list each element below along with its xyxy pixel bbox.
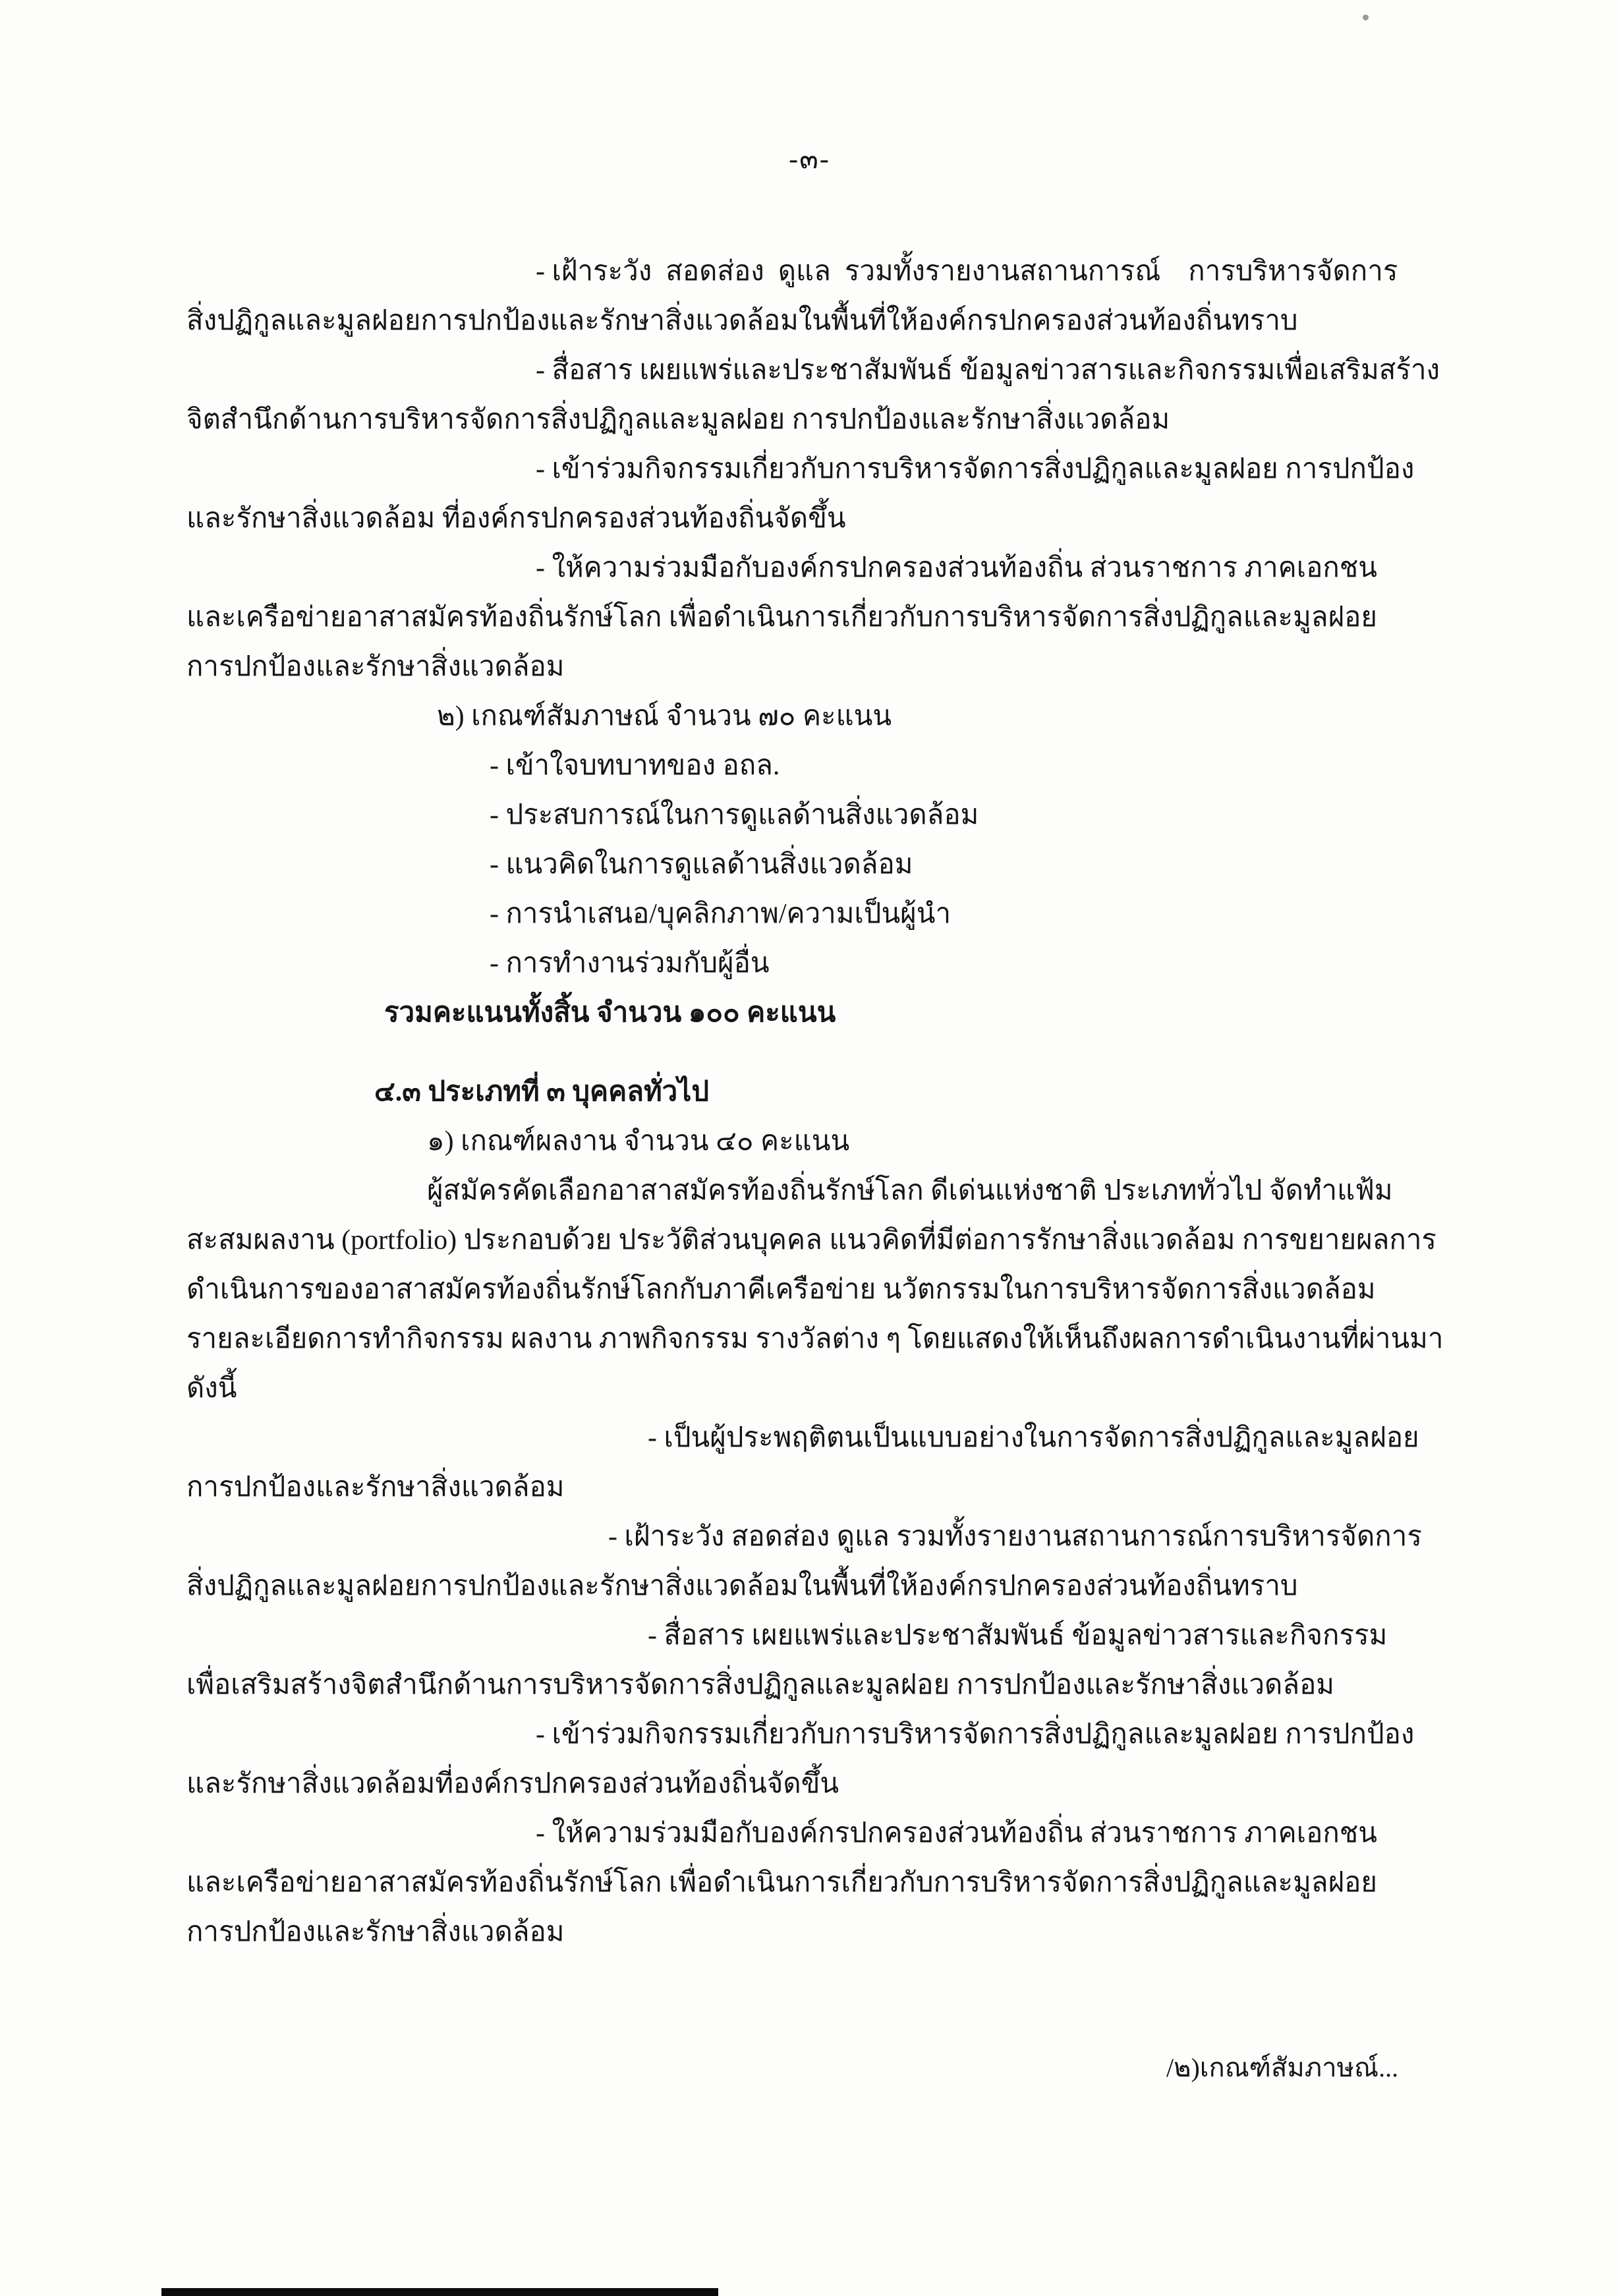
text-line: การปกป้องและรักษาสิ่งแวดล้อม: [186, 652, 565, 682]
text-line: ผู้สมัครคัดเลือกอาสาสมัครท้องถิ่นรักษ์โลก ดีเด่นแห่งชาติ ประเภททั่วไป จัดทำแฟ้ม: [427, 1176, 1393, 1206]
text-line: ดำเนินการของอาสาสมัครท้องถิ่นรักษ์โลกกับภาคีเครือข่าย นวัตกรรมในการบริหารจัดการสิ่งแวดล้อม: [186, 1275, 1376, 1305]
text-line: - เข้าร่วมกิจกรรมเกี่ยวกับการบริหารจัดการสิ่งปฏิกูลและมูลฝอย การปกป้อง: [536, 454, 1415, 484]
section-heading-line: ๑) เกณฑ์ผลงาน จำนวน ๔๐ คะแนน: [427, 1126, 850, 1157]
text-line: สิ่งปฏิกูลและมูลฝอยการปกป้องและรักษาสิ่งแวดล้อมในพื้นที่ให้องค์กรปกครองส่วนท้องถิ่นทราบ: [186, 1571, 1298, 1601]
section-heading-line: ๒) เกณฑ์สัมภาษณ์ จำนวน ๗๐ คะแนน: [437, 701, 892, 732]
text-line: - เฝ้าระวัง สอดส่อง ดูแล รวมทั้งรายงานสถานการณ์ การบริหารจัดการ: [536, 256, 1398, 287]
section-heading-line: ๔.๓ ประเภทที่ ๓ บุคคลทั่วไป: [374, 1077, 710, 1107]
footer-continuation-note: /๒)เกณฑ์สัมภาษณ์...: [1166, 2053, 1399, 2082]
document-body: [0, 247, 1619, 1957]
text-line: - แนวคิดในการดูแลด้านสิ่งแวดล้อม: [490, 849, 913, 880]
text-line: สิ่งปฏิกูลและมูลฝอยการปกป้องและรักษาสิ่งแวดล้อมในพื้นที่ให้องค์กรปกครองส่วนท้องถิ่นทราบ: [186, 306, 1298, 336]
scan-artifact-line: [161, 2288, 718, 2296]
text-line: และเครือข่ายอาสาสมัครท้องถิ่นรักษ์โลก เพื่อดำเนินการเกี่ยวกับการบริหารจัดการสิ่งปฏิกูลและมูลฝอย: [186, 1868, 1377, 1898]
page-number: -๓-: [789, 144, 830, 175]
text-line: - ให้ความร่วมมือกับองค์กรปกครองส่วนท้องถิ่น ส่วนราชการ ภาคเอกชน: [536, 1818, 1377, 1849]
text-line: การปกป้องและรักษาสิ่งแวดล้อม: [186, 1472, 565, 1503]
text-line: ดังนี้: [186, 1373, 237, 1404]
text-line: - เฝ้าระวัง สอดส่อง ดูแล รวมทั้งรายงานสถานการณ์การบริหารจัดการ: [608, 1522, 1422, 1552]
text-line: - ให้ความร่วมมือกับองค์กรปกครองส่วนท้องถิ่น ส่วนราชการ ภาคเอกชน: [536, 553, 1377, 583]
scan-artifact-dot: [1363, 14, 1369, 20]
text-line: สะสมผลงาน (portfolio) ประกอบด้วย ประวัติส่วนบุคคล แนวคิดที่มีต่อการรักษาสิ่งแวดล้อม การขยายผลการ: [186, 1225, 1436, 1255]
text-line: และรักษาสิ่งแวดล้อม ที่องค์กรปกครองส่วนท้องถิ่นจัดขึ้น: [186, 503, 846, 534]
text-line: - สื่อสาร เผยแพร่และประชาสัมพันธ์ ข้อมูลข่าวสารและกิจกรรม: [648, 1621, 1388, 1651]
text-line: - เป็นผู้ประพฤติตนเป็นแบบอย่างในการจัดการสิ่งปฏิกูลและมูลฝอย: [648, 1423, 1419, 1453]
text-line: และรักษาสิ่งแวดล้อมที่องค์กรปกครองส่วนท้องถิ่นจัดขึ้น: [186, 1769, 839, 1799]
text-line: - ประสบการณ์ในการดูแลด้านสิ่งแวดล้อม: [490, 800, 979, 830]
text-line: เพื่อเสริมสร้างจิตสำนึกด้านการบริหารจัดการสิ่งปฏิกูลและมูลฝอย การปกป้องและรักษาสิ่งแวดล้อม: [186, 1670, 1334, 1700]
text-line: จิตสำนึกด้านการบริหารจัดการสิ่งปฏิกูลและมูลฝอย การปกป้องและรักษาสิ่งแวดล้อม: [186, 405, 1170, 435]
text-line: - การนำเสนอ/บุคลิกภาพ/ความเป็นผู้นำ: [490, 899, 952, 929]
text-line: - เข้าร่วมกิจกรรมเกี่ยวกับการบริหารจัดการสิ่งปฏิกูลและมูลฝอย การปกป้อง: [536, 1719, 1415, 1750]
text-line: รายละเอียดการทำกิจกรรม ผลงาน ภาพกิจกรรม รางวัลต่าง ๆ โดยแสดงให้เห็นถึงผลการดำเนินงานที่ผ่านมา: [186, 1324, 1444, 1354]
text-line: - การทำงานร่วมกับผู้อื่น: [490, 948, 770, 979]
text-line: การปกป้องและรักษาสิ่งแวดล้อม: [186, 1917, 565, 1947]
text-line: และเครือข่ายอาสาสมัครท้องถิ่นรักษ์โลก เพื่อดำเนินการเกี่ยวกับการบริหารจัดการสิ่งปฏิกูลและมูลฝอย: [186, 602, 1377, 633]
text-line: - เข้าใจบทบาทของ อถล.: [490, 751, 780, 781]
text-line: - สื่อสาร เผยแพร่และประชาสัมพันธ์ ข้อมูลข่าวสารและกิจกรรมเพื่อเสริมสร้าง: [536, 355, 1440, 386]
total-score-line: รวมคะแนนทั้งสิ้น จำนวน ๑๐๐ คะแนน: [384, 998, 836, 1028]
